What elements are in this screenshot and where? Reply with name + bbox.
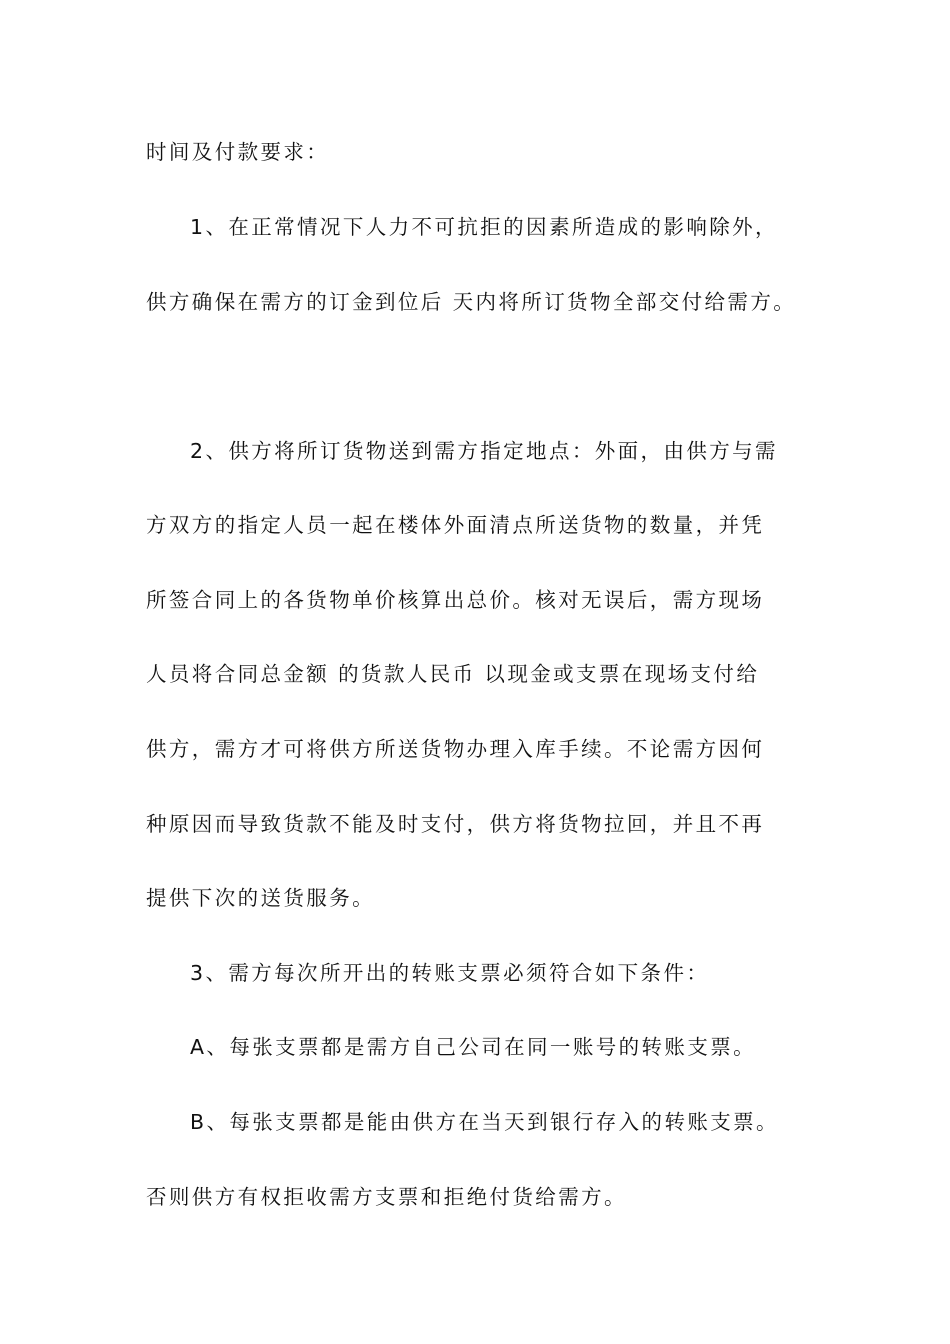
- clause-2-line-3: 所签合同上的各货物单价核算出总价。核对无误后，需方现场: [146, 588, 765, 612]
- clause-2-line-1: 2、供方将所订货物送到需方指定地点：外面，由供方与需: [190, 439, 778, 463]
- clause-2-line-4: 人员将合同总金额 的货款人民币 以现金或支票在现场支付给: [146, 662, 760, 686]
- clause-2-line-5: 供方，需方才可将供方所送货物办理入库手续。不论需方因何: [146, 737, 765, 761]
- clause-3-item-a: A、每张支票都是需方自己公司在同一账号的转账支票。: [190, 1035, 757, 1059]
- clause-3-heading: 3、需方每次所开出的转账支票必须符合如下条件：: [190, 961, 710, 985]
- clause-2-line-6: 种原因而导致货款不能及时支付，供方将货物拉回，并且不再: [146, 812, 765, 836]
- clause-3-conclusion: 否则供方有权拒收需方支票和拒绝付货给需方。: [146, 1185, 627, 1209]
- clause-1-line-1: 1、在正常情况下人力不可抗拒的因素所造成的影响除外，: [190, 215, 778, 239]
- clause-2-line-7: 提供下次的送货服务。: [146, 886, 375, 910]
- clause-1-line-2: 供方确保在需方的订金到位后 天内将所订货物全部交付给需方。: [146, 290, 797, 314]
- clause-3-item-b: B、每张支票都是能由供方在当天到银行存入的转账支票。: [190, 1110, 779, 1134]
- section-heading-time-and-payment: 时间及付款要求：: [146, 140, 330, 164]
- clause-2-line-2: 方双方的指定人员一起在楼体外面清点所送货物的数量，并凭: [146, 513, 765, 537]
